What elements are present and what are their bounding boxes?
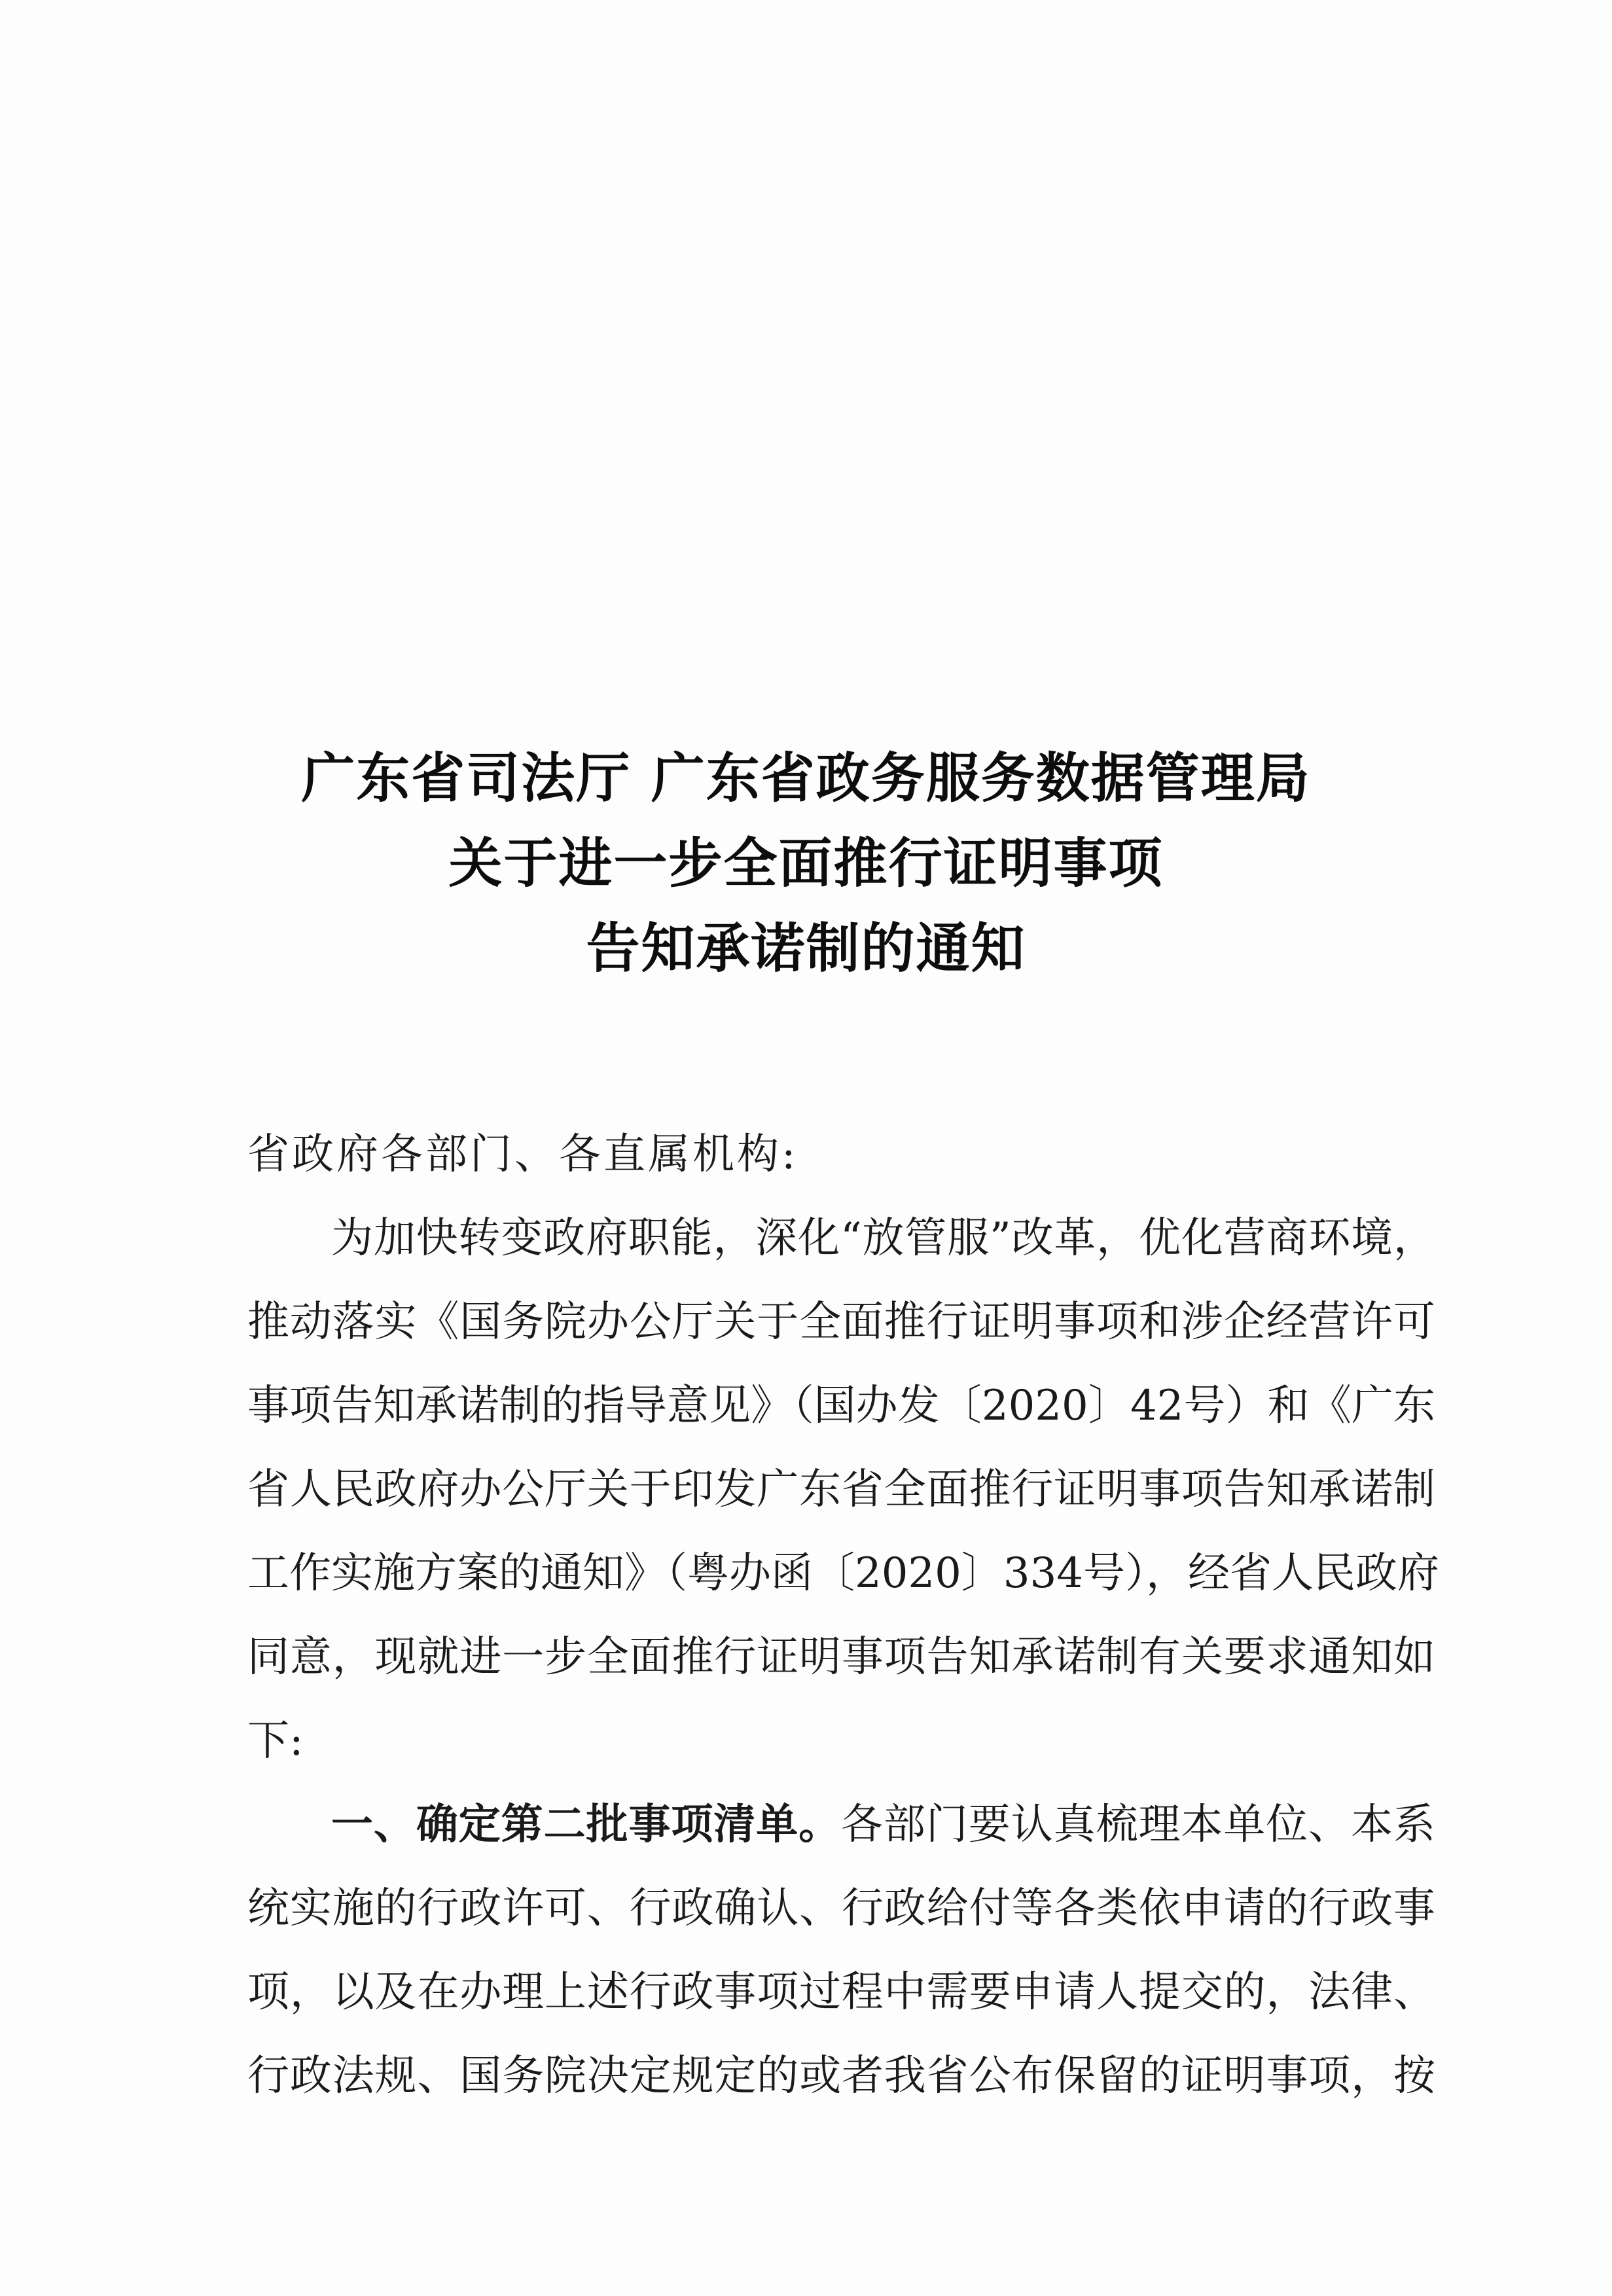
section-1-first-line [247, 1783, 1435, 1867]
paragraph-line: 下: [247, 1717, 304, 1765]
paragraph-line: 统实施的行政许可、行政确认、行政给付等各类依申请的行政事 [247, 1884, 1435, 1933]
paragraph-line: 同意，现就进一步全面推行证明事项告知承诺制有关要求通知如 [247, 1633, 1435, 1681]
paragraph-line: 推动落实《国务院办公厅关于全面推行证明事项和涉企经营许可 [247, 1298, 1435, 1346]
paragraph-intro [247, 1196, 1440, 1783]
title-line-3: 告知承诺制的通知 [586, 918, 1026, 980]
section-1 [247, 1783, 1435, 2118]
paragraph-line: 工作实施方案的通知》（粤办函〔2020〕334号），经省人民政府 [247, 1549, 1440, 1598]
paragraph-line: 为加快转变政府职能，深化“放管服”改革，优化营商环境， [331, 1214, 1435, 1263]
paragraph-line: 项，以及在办理上述行政事项过程中需要申请人提交的，法律、 [247, 1968, 1435, 2017]
section-1-first-line-text: 各部门要认真梳理本单位、本系 [841, 1801, 1436, 1849]
title-line-1: 广东省司法厅 广东省政务服务数据管理局 [301, 747, 1311, 810]
title-line-2: 关于进一步全面推行证明事项 [448, 833, 1164, 895]
section-1-heading: 一、确定第二批事项清单。 [331, 1801, 842, 1849]
salutation: 省政府各部门、各直属机构: [247, 1130, 798, 1179]
paragraph-line: 行政法规、国务院决定规定的或者我省公布保留的证明事项，按 [247, 2052, 1435, 2100]
paragraph-line: 省人民政府办公厅关于印发广东省全面推行证明事项告知承诺制 [247, 1465, 1435, 1514]
paragraph-line: 事项告知承诺制的指导意见》（国办发〔2020〕42号）和《广东 [247, 1382, 1435, 1430]
document-title [0, 736, 1612, 992]
